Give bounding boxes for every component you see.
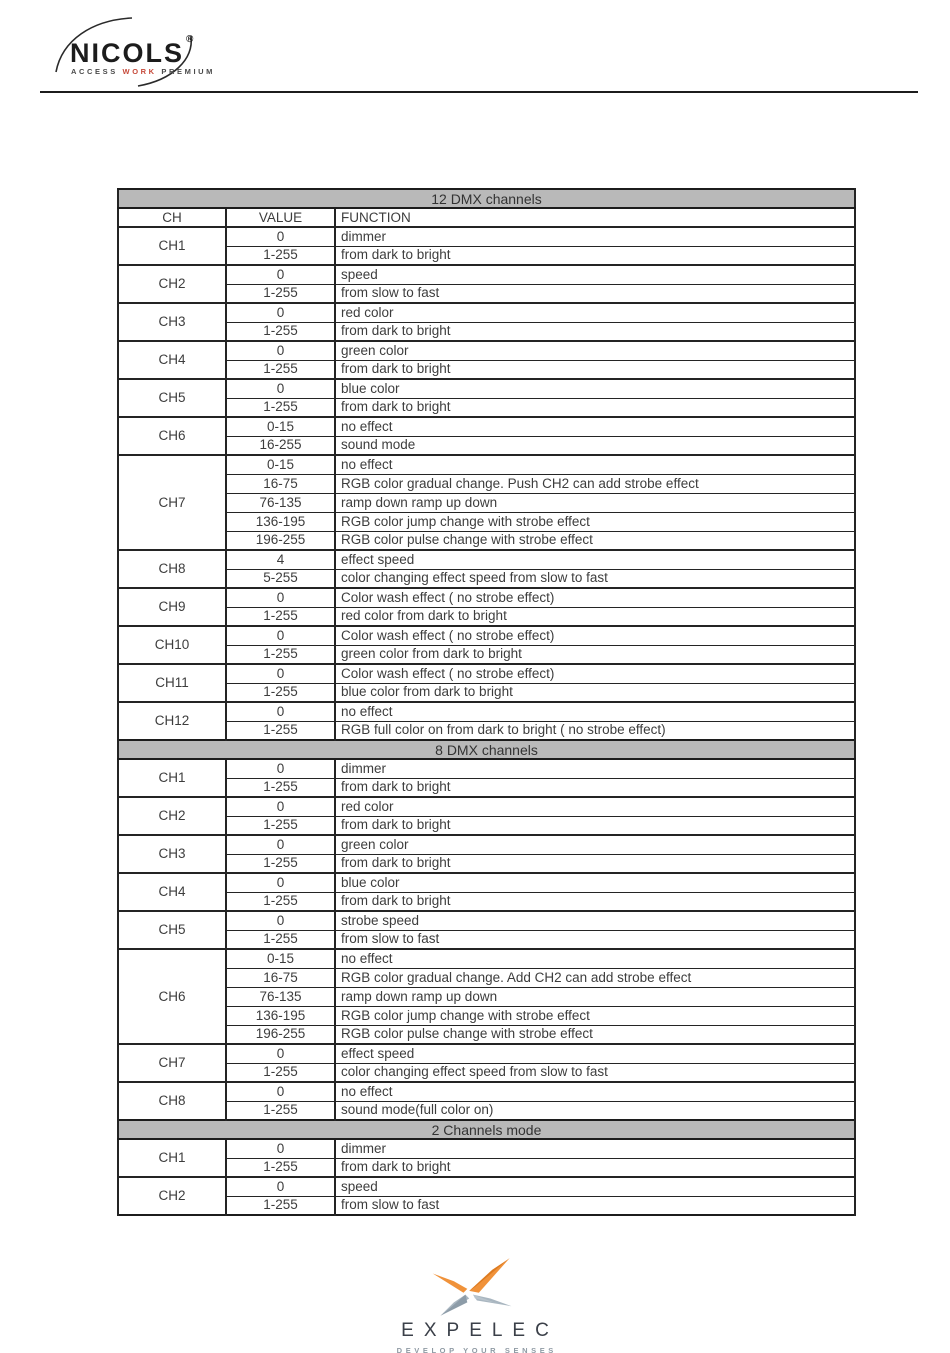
function-cell: Color wash effect ( no strobe effect) (335, 588, 855, 607)
value-cell: 136-195 (226, 1006, 335, 1025)
table-row (118, 968, 855, 987)
value-cell: 1-255 (226, 284, 335, 303)
section-title: 2 Channels mode (118, 1120, 855, 1139)
function-cell: from dark to bright (335, 322, 855, 341)
channel-cell: CH3 (118, 835, 226, 873)
function-cell: ramp down ramp up down (335, 493, 855, 512)
channel-cell: CH3 (118, 303, 226, 341)
table-row (118, 854, 855, 873)
value-cell: 0 (226, 664, 335, 683)
function-cell: blue color from dark to bright (335, 683, 855, 702)
value-cell: 0 (226, 1082, 335, 1101)
function-cell: from slow to fast (335, 284, 855, 303)
channel-cell: CH4 (118, 341, 226, 379)
value-cell: 1-255 (226, 1158, 335, 1177)
table-row (118, 531, 855, 550)
function-cell: sound mode (335, 436, 855, 455)
function-cell: blue color (335, 379, 855, 398)
table-row (118, 1196, 855, 1215)
table-row (118, 512, 855, 531)
value-cell: 1-255 (226, 322, 335, 341)
channel-cell: CH12 (118, 702, 226, 740)
section-title: 8 DMX channels (118, 740, 855, 759)
section-header-row (118, 189, 855, 208)
table-row (118, 550, 855, 569)
value-cell: 0 (226, 835, 335, 854)
table-row (118, 626, 855, 645)
channel-cell: CH2 (118, 1177, 226, 1215)
value-cell: 1-255 (226, 892, 335, 911)
table-row (118, 683, 855, 702)
channel-cell: CH7 (118, 455, 226, 550)
value-cell: 0 (226, 379, 335, 398)
function-cell: green color (335, 341, 855, 360)
value-cell: 196-255 (226, 531, 335, 550)
table-row (118, 1177, 855, 1196)
value-cell: 0-15 (226, 417, 335, 436)
function-cell: red color (335, 303, 855, 322)
function-cell: color changing effect speed from slow to fast (335, 569, 855, 588)
value-cell: 0 (226, 626, 335, 645)
table-row (118, 303, 855, 322)
value-cell: 16-75 (226, 474, 335, 493)
value-cell: 0-15 (226, 949, 335, 968)
channel-cell: CH1 (118, 1139, 226, 1177)
channel-cell: CH1 (118, 759, 226, 797)
table-row (118, 1063, 855, 1082)
value-cell: 76-135 (226, 493, 335, 512)
value-cell: 196-255 (226, 1025, 335, 1044)
channel-cell: CH9 (118, 588, 226, 626)
dmx-channel-table (117, 188, 856, 1216)
table-row (118, 778, 855, 797)
column-header-value: VALUE (226, 208, 335, 227)
channel-cell: CH5 (118, 379, 226, 417)
expelec-tagline: DEVELOP YOUR SENSES (396, 1346, 557, 1353)
table-row (118, 664, 855, 683)
value-cell: 1-255 (226, 816, 335, 835)
function-cell: red color from dark to bright (335, 607, 855, 626)
section-title: 12 DMX channels (118, 189, 855, 208)
table-row (118, 759, 855, 778)
table-row (118, 455, 855, 474)
function-cell: RGB full color on from dark to bright ( no strobe effect) (335, 721, 855, 740)
function-cell: dimmer (335, 1139, 855, 1158)
function-cell: from dark to bright (335, 246, 855, 265)
value-cell: 0 (226, 227, 335, 246)
section-header-row (118, 1120, 855, 1139)
table-row (118, 949, 855, 968)
value-cell: 0 (226, 911, 335, 930)
table-row (118, 873, 855, 892)
table-row (118, 436, 855, 455)
table-row (118, 702, 855, 721)
function-cell: from dark to bright (335, 778, 855, 797)
table-row (118, 721, 855, 740)
function-cell: effect speed (335, 550, 855, 569)
table-row (118, 987, 855, 1006)
table-row (118, 474, 855, 493)
function-cell: no effect (335, 417, 855, 436)
brand-name: NICOLS ® (70, 34, 196, 68)
function-cell: from dark to bright (335, 854, 855, 873)
table-row (118, 1101, 855, 1120)
value-cell: 76-135 (226, 987, 335, 1006)
table-row (118, 797, 855, 816)
expelec-logo (0, 1256, 950, 1353)
function-cell: RGB color gradual change. Push CH2 can add strobe effect (335, 474, 855, 493)
function-cell: RGB color jump change with strobe effect (335, 1006, 855, 1025)
function-cell: blue color (335, 873, 855, 892)
channel-cell: CH8 (118, 550, 226, 588)
value-cell: 0 (226, 702, 335, 721)
brand-tagline: ACCESS WORK PREMIUM (71, 67, 216, 76)
section-header-row (118, 740, 855, 759)
value-cell: 16-255 (226, 436, 335, 455)
table-row (118, 930, 855, 949)
value-cell: 0 (226, 265, 335, 284)
value-cell: 0 (226, 1044, 335, 1063)
column-header-function: FUNCTION (335, 208, 855, 227)
function-cell: no effect (335, 1082, 855, 1101)
function-cell: RGB color pulse change with strobe effect (335, 531, 855, 550)
table-row (118, 835, 855, 854)
channel-cell: CH10 (118, 626, 226, 664)
table-row (118, 322, 855, 341)
function-cell: Color wash effect ( no strobe effect) (335, 626, 855, 645)
table-row (118, 417, 855, 436)
value-cell: 1-255 (226, 854, 335, 873)
value-cell: 5-255 (226, 569, 335, 588)
function-cell: no effect (335, 949, 855, 968)
table-row (118, 1158, 855, 1177)
channel-cell: CH6 (118, 949, 226, 1044)
table-row (118, 227, 855, 246)
function-cell: Color wash effect ( no strobe effect) (335, 664, 855, 683)
value-cell: 0 (226, 303, 335, 322)
function-cell: dimmer (335, 227, 855, 246)
channel-cell: CH4 (118, 873, 226, 911)
value-cell: 1-255 (226, 645, 335, 664)
function-cell: from slow to fast (335, 930, 855, 949)
function-cell: from dark to bright (335, 816, 855, 835)
function-cell: RGB color gradual change. Add CH2 can add strobe effect (335, 968, 855, 987)
table-row (118, 284, 855, 303)
value-cell: 0 (226, 797, 335, 816)
function-cell: from dark to bright (335, 360, 855, 379)
value-cell: 4 (226, 550, 335, 569)
value-cell: 16-75 (226, 968, 335, 987)
table-row (118, 569, 855, 588)
table-row (118, 246, 855, 265)
registered-mark: ® (186, 34, 196, 45)
function-cell: ramp down ramp up down (335, 987, 855, 1006)
function-cell: color changing effect speed from slow to fast (335, 1063, 855, 1082)
value-cell: 0 (226, 341, 335, 360)
value-cell: 1-255 (226, 930, 335, 949)
nicols-logo (40, 12, 216, 92)
table-row (118, 1025, 855, 1044)
function-cell: speed (335, 1177, 855, 1196)
table-row (118, 588, 855, 607)
value-cell: 1-255 (226, 1196, 335, 1215)
value-cell: 1-255 (226, 778, 335, 797)
channel-cell: CH1 (118, 227, 226, 265)
value-cell: 1-255 (226, 246, 335, 265)
table-row (118, 1006, 855, 1025)
channel-cell: CH11 (118, 664, 226, 702)
value-cell: 1-255 (226, 1101, 335, 1120)
function-cell: from dark to bright (335, 398, 855, 417)
table-row (118, 379, 855, 398)
table-row (118, 265, 855, 284)
value-cell: 0 (226, 588, 335, 607)
value-cell: 1-255 (226, 398, 335, 417)
value-cell: 136-195 (226, 512, 335, 531)
function-cell: sound mode(full color on) (335, 1101, 855, 1120)
value-cell: 0 (226, 873, 335, 892)
channel-cell: CH8 (118, 1082, 226, 1120)
function-cell: dimmer (335, 759, 855, 778)
table-row (118, 645, 855, 664)
channel-cell: CH6 (118, 417, 226, 455)
function-cell: effect speed (335, 1044, 855, 1063)
function-cell: no effect (335, 702, 855, 721)
function-cell: speed (335, 265, 855, 284)
table-row (118, 607, 855, 626)
value-cell: 1-255 (226, 607, 335, 626)
table-row (118, 1139, 855, 1158)
channel-cell: CH5 (118, 911, 226, 949)
table-row (118, 1044, 855, 1063)
channel-cell: CH2 (118, 265, 226, 303)
value-cell: 1-255 (226, 683, 335, 702)
function-cell: no effect (335, 455, 855, 474)
table-row (118, 398, 855, 417)
column-header-row (118, 208, 855, 227)
channel-cell: CH7 (118, 1044, 226, 1082)
function-cell: red color (335, 797, 855, 816)
header-divider (40, 91, 918, 93)
value-cell: 0 (226, 1139, 335, 1158)
table-row (118, 911, 855, 930)
function-cell: green color from dark to bright (335, 645, 855, 664)
table-row (118, 493, 855, 512)
table-row (118, 341, 855, 360)
table-row (118, 360, 855, 379)
column-header-ch: CH (118, 208, 226, 227)
function-cell: RGB color pulse change with strobe effect (335, 1025, 855, 1044)
value-cell: 1-255 (226, 360, 335, 379)
table-row (118, 1082, 855, 1101)
value-cell: 0 (226, 759, 335, 778)
function-cell: strobe speed (335, 911, 855, 930)
function-cell: from dark to bright (335, 1158, 855, 1177)
expelec-brand-name: EXPELEC (401, 1320, 559, 1341)
function-cell: from slow to fast (335, 1196, 855, 1215)
function-cell: from dark to bright (335, 892, 855, 911)
value-cell: 1-255 (226, 1063, 335, 1082)
channel-cell: CH2 (118, 797, 226, 835)
table-row (118, 892, 855, 911)
function-cell: green color (335, 835, 855, 854)
value-cell: 1-255 (226, 721, 335, 740)
value-cell: 0 (226, 1177, 335, 1196)
table-row (118, 816, 855, 835)
value-cell: 0-15 (226, 455, 335, 474)
function-cell: RGB color jump change with strobe effect (335, 512, 855, 531)
expelec-star-icon (427, 1256, 523, 1318)
